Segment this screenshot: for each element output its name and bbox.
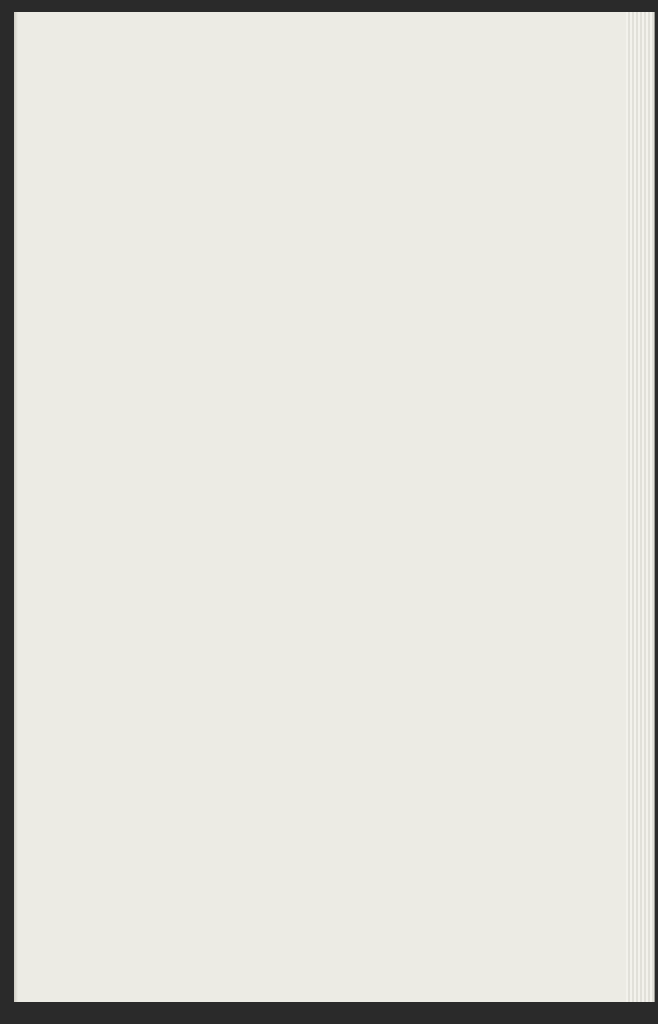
book-page: [14, 12, 634, 1002]
page-edges: [626, 12, 655, 1002]
page-gutter: [14, 12, 18, 1002]
